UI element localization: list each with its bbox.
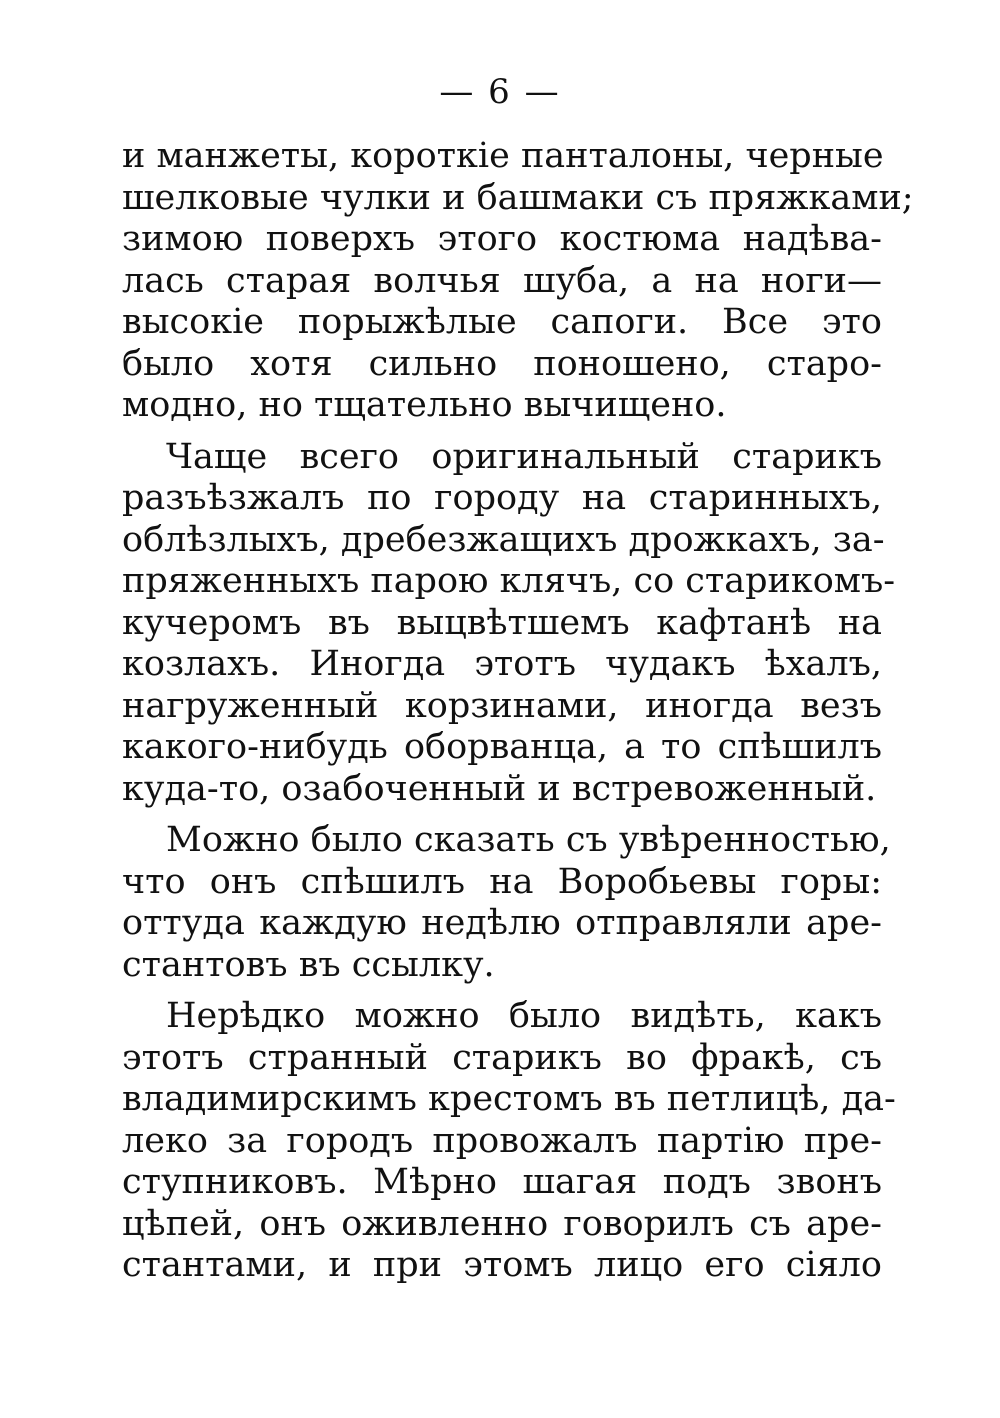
text-line: Можно было сказать съ увѣренностью, [166,820,891,860]
text-line: цѣпей, онъ оживленно говорилъ съ аре- [122,1203,882,1244]
text-line: нагруженный корзинами, иногда везъ [122,685,882,726]
text-line: шелковые чулки и башмаки съ пряжками; [122,177,914,218]
text-line: какого-нибудь оборванца, а то спѣшилъ [122,727,882,767]
text-line: разъѣзжалъ по городу на старинныхъ, [122,478,882,518]
text-line: леко за городъ провожалъ партію пре- [122,1120,882,1161]
text-line: оттуда каждую недѣлю отправляли аре- [122,903,882,943]
text-line: Нерѣдко можно было видѣть, какъ [166,996,882,1036]
body-text [122,136,914,1287]
text-line: облѣзлыхъ, дребезжащихъ дрожкахъ, за- [122,519,885,560]
text-line: козлахъ. Иногда этотъ чудакъ ѣхалъ, [122,644,882,684]
text-line: куда-то, озабоченный и встревоженный. [122,768,877,809]
paragraph-1 [122,136,914,427]
text-line: кучеромъ въ выцвѣтшемъ кафтанѣ на [122,602,882,643]
text-line: стантами, и при этомъ лицо его сіяло [122,1245,882,1285]
text-line: было хотя сильно поношено, старо- [122,343,882,384]
text-line: пряженныхъ парою клячъ, со старикомъ- [122,561,896,601]
text-line: Чаще всего оригинальный старикъ [166,436,882,477]
text-line: высокіе порыжѣлые сапоги. Все это [122,302,882,342]
paragraph-4 [122,996,896,1287]
text-line: и манжеты, короткіе панталоны, черные [122,136,884,176]
text-line: владимирскимъ крестомъ въ петлицѣ, да- [122,1079,896,1119]
text-line: зимою поверхъ этого костюма надѣва- [122,219,882,259]
page-number: — 6 — [439,72,561,112]
text-line: ступниковъ. Мѣрно шагая подъ звонъ [122,1162,882,1202]
paragraph-3 [122,820,891,986]
text-line: модно, но тщательно вычищено. [122,385,727,425]
text-line: этотъ странный старикъ во фракѣ, съ [122,1037,882,1078]
text-line: что онъ спѣшилъ на Воробьевы горы: [122,861,882,902]
text-line: лась старая волчья шуба, а на ноги— [122,260,882,301]
text-line: стантовъ въ ссылку. [122,944,495,985]
paragraph-2 [122,436,896,811]
